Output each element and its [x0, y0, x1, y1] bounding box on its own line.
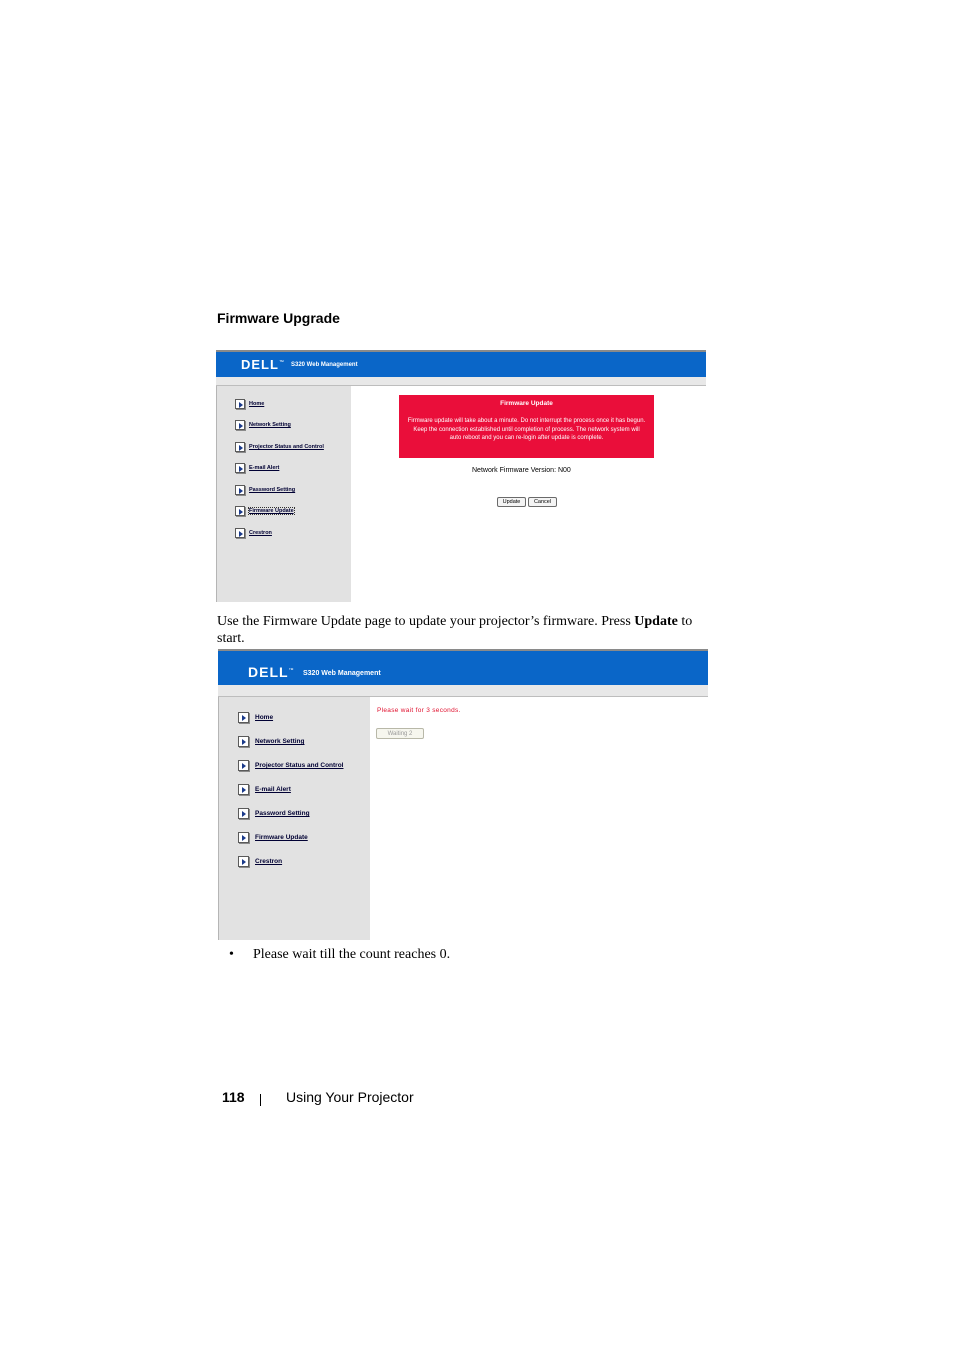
footer-section-title: Using Your Projector [286, 1089, 414, 1105]
arrow-right-icon [238, 856, 249, 867]
sidebar-item-label[interactable]: Password Setting [249, 487, 296, 493]
sidebar-item-label[interactable]: Network Setting [249, 422, 291, 428]
arrow-right-icon [238, 760, 249, 771]
cancel-button[interactable]: Cancel [528, 497, 557, 507]
update-emphasis: Update [634, 614, 678, 629]
sidebar [216, 386, 351, 602]
update-button[interactable]: Update [497, 497, 526, 507]
alert-text: Firmware update will take about a minute. Do not interrupt the process once it has begun. Keep the connection established until completion of process. The network system will auto reboot and you can re-login after update is complete. [407, 418, 646, 441]
bullet-text: Please wait till the count reaches 0. [253, 947, 451, 962]
sidebar-item-projector-status[interactable] [238, 760, 343, 771]
arrow-right-icon [235, 420, 245, 430]
sidebar-item-label[interactable]: Network Setting [255, 738, 305, 745]
wait-message: Please wait for 3 seconds. [377, 707, 461, 714]
sidebar-item-label[interactable]: Projector Status and Control [255, 762, 344, 769]
sidebar-item-label[interactable]: Firmware Update [249, 508, 294, 514]
list-item [229, 946, 450, 963]
firmware-update-screenshot [216, 350, 706, 602]
page-number: 118 [222, 1089, 245, 1105]
arrow-right-icon [238, 832, 249, 843]
alert-title: Firmware Update [500, 400, 553, 407]
sidebar-item-network-setting[interactable] [235, 420, 291, 430]
banner-title: S320 Web Management [303, 670, 381, 677]
firmware-version: Network Firmware Version: N00 [472, 467, 571, 474]
arrow-right-icon [235, 485, 245, 495]
arrow-right-icon [235, 506, 245, 516]
sidebar-item-email-alert[interactable] [235, 463, 279, 473]
arrow-right-icon [238, 784, 249, 795]
firmware-waiting-screenshot [218, 649, 708, 940]
sidebar-item-crestron[interactable] [235, 528, 272, 538]
arrow-right-icon [238, 712, 249, 723]
arrow-right-icon [235, 399, 245, 409]
waiting-button: Waiting 2 [376, 728, 424, 739]
header-banner [216, 350, 706, 377]
arrow-right-icon [235, 442, 245, 452]
footer-divider [260, 1094, 261, 1106]
sidebar-item-label[interactable]: Home [255, 714, 274, 721]
arrow-right-icon [238, 808, 249, 819]
instruction-paragraph: Use the Firmware Update page to update your projector’s firmware. Press Update to start. [217, 614, 693, 646]
sidebar-item-password-setting[interactable] [238, 808, 310, 819]
sidebar-item-projector-status[interactable] [235, 442, 324, 452]
sidebar-item-label[interactable]: E-mail Alert [249, 465, 280, 471]
sidebar-item-firmware-update[interactable] [235, 506, 294, 516]
sidebar [218, 697, 370, 940]
sidebar-item-label[interactable]: Firmware Update [255, 834, 308, 841]
banner-strip [216, 377, 706, 386]
sidebar-item-email-alert[interactable] [238, 784, 291, 795]
dell-logo: DELL™ [248, 664, 295, 680]
section-heading: Firmware Upgrade [217, 310, 340, 326]
sidebar-item-home[interactable] [238, 712, 273, 723]
arrow-right-icon [235, 528, 245, 538]
sidebar-item-home[interactable] [235, 399, 264, 409]
sidebar-item-label[interactable]: Crestron [249, 530, 272, 536]
sidebar-item-network-setting[interactable] [238, 736, 304, 747]
banner-strip [218, 685, 708, 697]
arrow-right-icon [238, 736, 249, 747]
sidebar-item-label[interactable]: E-mail Alert [255, 786, 291, 793]
sidebar-item-password-setting[interactable] [235, 485, 295, 495]
bullet-marker: • [229, 947, 234, 962]
dell-logo: DELL™ [241, 357, 285, 372]
sidebar-item-crestron[interactable] [238, 856, 282, 867]
banner-title: S320 Web Management [291, 362, 358, 368]
sidebar-item-label[interactable]: Home [249, 401, 265, 407]
sidebar-item-label[interactable]: Password Setting [255, 810, 310, 817]
header-banner [218, 649, 708, 685]
sidebar-item-label[interactable]: Crestron [255, 858, 283, 865]
sidebar-item-firmware-update[interactable] [238, 832, 308, 843]
sidebar-item-label[interactable]: Projector Status and Control [249, 444, 324, 450]
arrow-right-icon [235, 463, 245, 473]
firmware-warning-box [399, 395, 654, 458]
